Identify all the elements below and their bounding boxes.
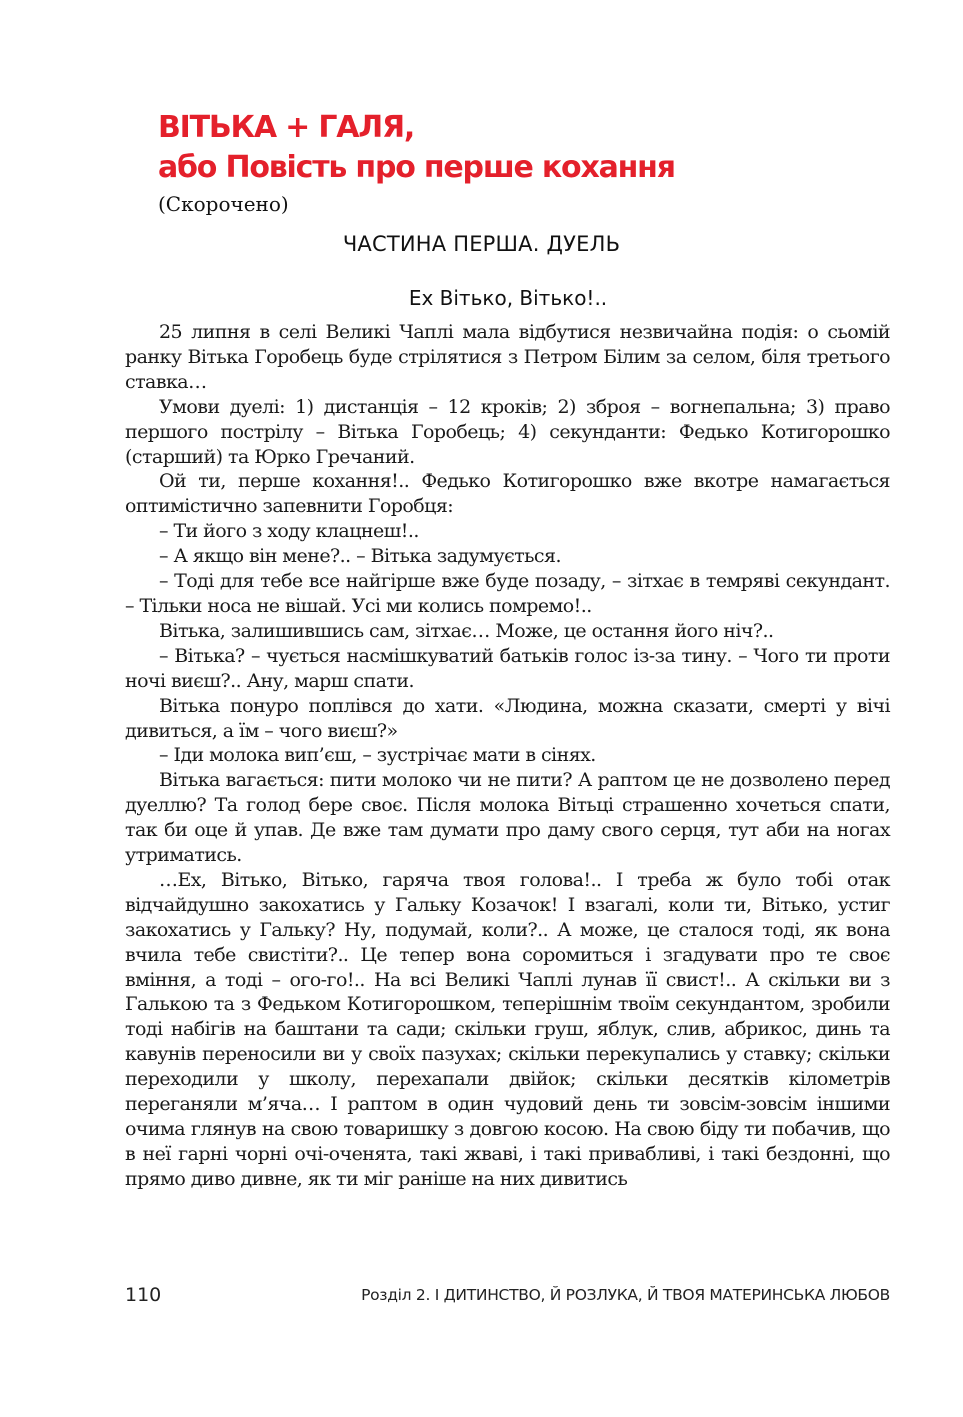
paragraph: Вітька, залишившись сам, зітхає… Може, це остання його ніч?..: [159, 619, 774, 642]
paragraph: – Тоді для тебе все найгірше вже буде позаду, – зітхає в темряві секундант. – Тільки носа не вішай. Усі ми колись помремо!..: [125, 570, 890, 617]
paragraph: Вітька вагається: пити молоко чи не пити? А раптом це не дозволено перед дуеллю? Та голод бере своє. Після молока Вітьці страшенно хочеться спати, так би оце й упав. Де вже там думати про даму свого серця, тут аби на ногах утриматись.: [125, 769, 890, 867]
story-title-line-1: ВІТЬКА + ГАЛЯ,: [158, 110, 415, 145]
part-heading: ЧАСТИНА ПЕРША. ДУЕЛЬ: [342, 232, 621, 256]
paragraph: 25 липня в селі Великі Чаплі мала відбутися незвичайна подія: о сьомій ранку Вітька Горобець буде стрілятися з Петром Білим за селом, біля третього ставка…: [125, 321, 890, 393]
abridged-note: (Скорочено): [158, 192, 289, 216]
paragraph: Вітька понуро поплівся до хати. «Людина, можна сказати, смерті у вічі дивиться, а їм – чого виєш?»: [125, 694, 890, 742]
paragraph: Ой ти, перше кохання!.. Федько Котигорошко вже вкотре намагається оптимістично запевнити Горобця:: [125, 470, 890, 518]
paragraph: – А якщо він мене?.. – Вітька задумується.: [159, 545, 561, 568]
paragraph: …Ех, Вітько, Вітько, гаряча твоя голова!.. І треба ж було тобі отак відчайдушно закохатись у Гальку Козачок! І взагалі, коли ти, Вітько, устиг закохатись у Гальку? Ну, подумай, коли?.. А може, це сталося тоді, як вона вчила тебе свистіти?.. Це тепер вона соромиться і згадувати про те своє вміння, а тоді – ого-го!.. На всі Великі Чаплі лунав її свист!.. А скільки ви з Галькою та з Федьком Котигорошком, теперішнім твоїм секундантом, зробили тоді набігів на баштани та сади; скільки груш, яблук, слив, абрикос, динь та кавунів переносили ви у своїх пазухах; скільки перекупались у ставку; скільки переходили у школу, перехапали двійок; скільки десятків кілометрів переганяли м’яча… І раптом в один чудовий день ти зовсім-зовсім іншими очима глянув на свою товаришку з довгою косою. На свою біду ти побачив, що в неї гарні чорні очі-оченята, такі жваві, і такі привабливі, і такі бездонні, що прямо диво дивне, як ти міг раніше на них дивитись: [125, 868, 890, 1190]
chapter-heading: Ех Вітько, Вітько!..: [408, 286, 608, 310]
page-footer: [125, 1284, 890, 1312]
story-title-block: [158, 108, 858, 218]
story-text: [125, 320, 890, 1192]
paragraph: Умови дуелі: 1) дистанція – 12 кроків; 2) зброя – вогнепальна; 3) право першого пострілу – Вітька Горобець; 4) секунданти: Федько Котигорошко (старший) та Юрко Гречаний.: [125, 395, 890, 468]
paragraph: – Іди молока вип’єш, – зустрічає мати в сінях.: [159, 744, 596, 767]
story-title-line-2: або Повість про перше кохання: [158, 150, 675, 185]
running-head: Розділ 2. І ДИТИНСТВО, Й РОЗЛУКА, Й ТВОЯ МАТЕРИНСЬКА ЛЮБОВ: [361, 1286, 890, 1304]
paragraph: – Ти його з ходу клацнеш!..: [159, 520, 419, 543]
page-number: 110: [125, 1284, 162, 1306]
paragraph: – Вітька? – чується насмішкуватий батьків голос із-за тину. – Чого ти проти ночі виєш?.. Ану, марш спати.: [125, 644, 890, 692]
